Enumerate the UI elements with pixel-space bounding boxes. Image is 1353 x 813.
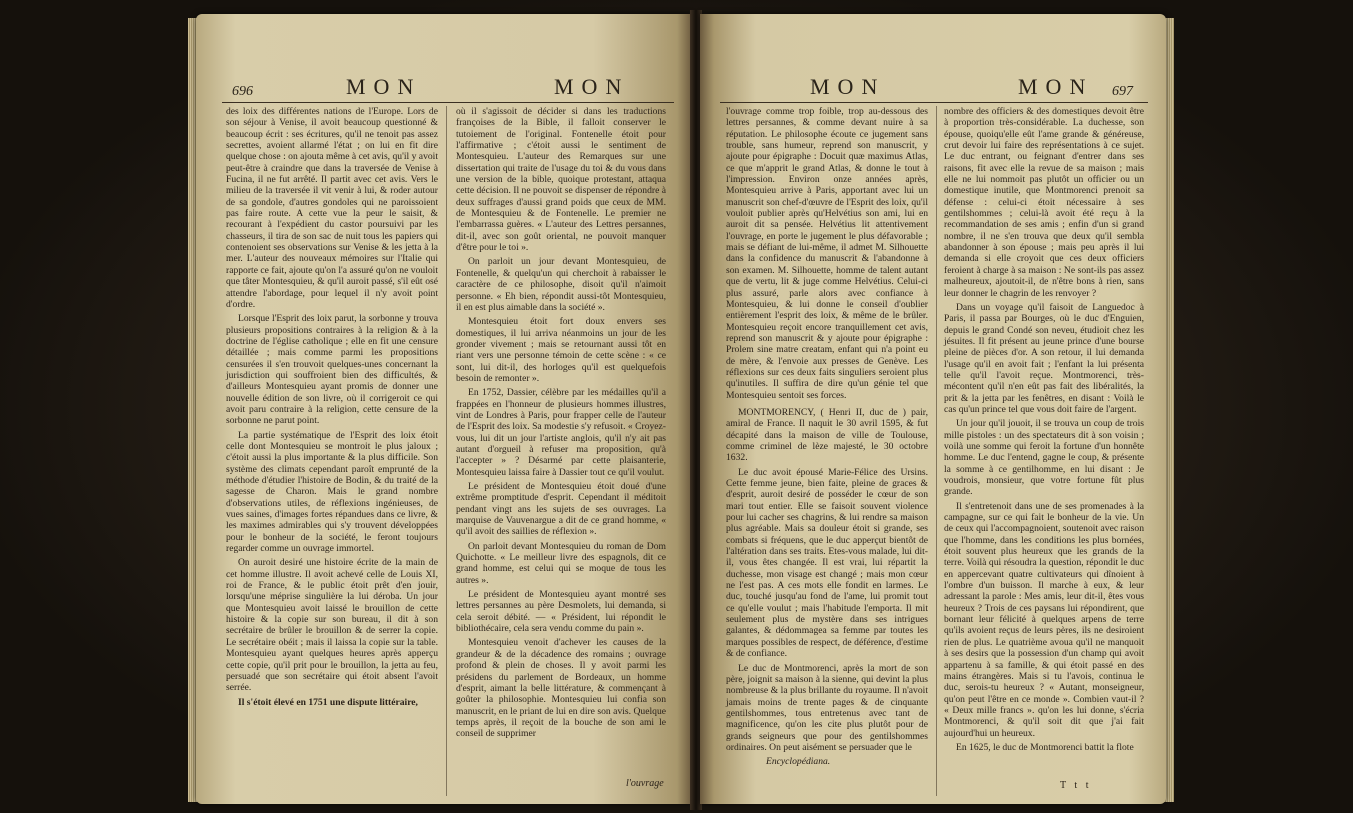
paragraph: Dans un voyage qu'il faisoit de Languedoc à Paris, il passa par Bourges, où le duc d'Enguien, depuis le grand Condé son neveu, étudioit chez les jésuites. Il fit présent au jeune prince d'une bourse pleine de pièces d'or. A son retour, il lui demanda l'usage qu'il en avoit fait ; l'enfant la lui présenta telle qu'il l'avoit reçue. Montmorenci, très-mécontent qu'il n'en eût pas fait des libéralités, la prit & la jetta par les fenêtres, en disant : Voilà le cas qu'un prince tel que vous doit faire de l'argent.: [944, 301, 1144, 415]
paragraph: En 1752, Dassier, célèbre par les médailles qu'il a frappées en l'honneur de plusieurs hommes illustres, vint de Londres à Paris, pour frapper celle de l'auteur de l'Esprit des loix. Sa modestie s'y refusoit. « Croyez-vous, lui dit un jour l'artiste anglois, qu'il n'y ait pas autant d'orgueil à refuser ma proposition, qu'à l'accepter » ? Désarmé par cette plaisanterie, Montesquieu laissa faire à Dassier tout ce qu'il voulut.: [456, 387, 666, 478]
column-divider: [936, 106, 937, 796]
paragraph: La partie systématique de l'Esprit des loix étoit celle dont Montesquieu se montroit le plus jaloux ; c'étoit aussi la plus importante & la plus difficile. Son système des climats cependant paroît emprunté de la méthode d'étudier l'histoire de Bodin, & du traité de la sagesse de Charon. Mais le grand nombre d'observations utiles, de réflexions ingénieuses, de vues saines, d'images fortes répandues dans ce livre, & les maximes admirables qui s'y trouvent développées pour le bonheur de la société, le feront toujours regarder comme un ouvrage immortel.: [226, 429, 438, 555]
right-running-head: MON: [1018, 74, 1094, 99]
paragraph: l'ouvrage comme trop foible, trop au-dessous des lettres persannes, & comme devant nuire à sa réputation. Le philosophe écoute ce jugement sans trouble, sans humeur, reprend son manuscrit, y ajoute pour épigraphe : Docuit quæ maximus Atlas, ce que m'apprit le grand Atlas, & donne le tout à l'impression. Environ onze années après, Montesquieu arrive à Paris, apportant avec lui un manuscrit son chef-d'œuvre de l'Esprit des loix, qu'il vouloit publier après qu'Helvétius son ami, lui en auroit dit sa pensée. Helvétius lit attentivement l'ouvrage, en porte le jugement le plus défavorable ; mais se défiant de lui-même, il admet M. Silhouette dans la confidence du manuscrit & l'abandonne à son examen. M. Silhouette, homme de talent autant que de vertu, lit & juge comme Helvétius. Celui-ci plus assuré, parle alors avec confiance à Montesquieu, & lui donne le conseil d'oublier entièrement l'esprit des loix, & même de le brûler. Montesquieu reçoit encore tranquillement cet avis, reprend son manuscrit & y ajoute pour épigraphe : Prolem sine matre creatam, enfant qui n'a point eu de mère, & l'envoie aux presses de Genève. Les réflexions sur ces deux faits singuliers seroient plus qu'inutiles. Il suffira de dire qu'un génie tel que Montesquieu sentoit ses forces.: [726, 106, 928, 401]
left-column-2: [456, 106, 666, 743]
paragraph: Le président de Montesquieu ayant montré ses lettres persannes au père Desmolets, lui demanda, si cela seroit débité. — « Président, lui répondit le bibliothécaire, cela sera vendu comme du pain ».: [456, 589, 666, 635]
paragraph: On parloit un jour devant Montesquieu, de Fontenelle, & quelqu'un qui cherchoit à rabaisser le caractère de ce philosophe, disoit qu'il n'aimoit personne. « Eh bien, répondit aussi-tôt Montesquieu, il en est plus aimable dans la société ».: [456, 256, 666, 313]
header-rule: [222, 102, 674, 103]
right-page: [700, 14, 1166, 804]
column-catchword: Encyclopédiana.: [766, 756, 831, 768]
left-running-head-right: MON: [554, 74, 630, 99]
left-running-head: MON: [346, 74, 422, 99]
paragraph: Le duc avoit épousé Marie-Félice des Ursins. Cette femme jeune, bien faite, pleine de graces & d'esprit, auroit desiré de posséder le cœur de son mari tout entier. Elle se faisoit souvent violence pour lui cacher ses chagrins, & lui rendre sa maison plus agréable. Mais sa douleur étoit si grande, ses combats si fréquens, que le duc apperçut bientôt de l'altération dans ses traits. Etes-vous malade, lui dit-il, vous êtes changée. Il est vrai, lui répartit la duchesse, mon visage est changé ; mais mon cœur ne l'est pas. A ces mots elle fondit en larmes. Le duc, touché jusqu'au fond de l'ame, lui promit tout ce qu'elle voulut ; mais l'habitude l'emporta. Il mit seulement plus de mystère dans ses intrigues galantes, & dédommagea sa femme par toutes les marques possibles de respect, de déférence, d'estime & de confiance.: [726, 466, 928, 660]
right-column-2: [944, 106, 1144, 756]
paragraph: En 1625, le duc de Montmorenci battit la flote: [956, 741, 1134, 753]
entry-montmorency: MONTMORENCY, ( Henri II, duc de ) pair, amiral de France. Il naquit le 30 avril 1595, & fut décapité dans la maison de ville de Toulouse, comme criminel de lèze majesté, le 30 octobre 1632.: [726, 406, 928, 464]
right-column-1: [726, 106, 928, 771]
paragraph: On parloit devant Montesquieu du roman de Dom Quichotte. « Le meilleur livre des espagnols, dit ce grand homme, est celui qui se moque de tous les autres ».: [456, 540, 666, 586]
catchword: l'ouvrage: [626, 778, 664, 789]
paragraph: Lorsque l'Esprit des loix parut, la sorbonne y trouva plusieurs propositions contraires à la religion & à la doctrine de l'église catholique ; elle en fit une censure détaillée ; mais comme parmi les propositions censurées il s'en trouvoit quelques-unes concernant la jurisdiction qui souffroient bien des difficultés, & d'ailleurs Montesquieu ayant promis de donner une nouvelle édition de son livre, où il corrigeroit ce qui avoit paru contraire à la religion, cette censure de la sorbonne ne parut point.: [226, 313, 438, 427]
paragraph: Un jour qu'il jouoit, il se trouva un coup de trois mille pistoles : un des spectateurs dit à son voisin ; voilà une somme qui feroit la fortune d'un honnête homme. Le duc l'entend, gagne le coup, & présente la somme à ce gentilhomme, en lui disant : Je voudrois, monsieur, que votre fortune fût plus grande.: [944, 418, 1144, 498]
paragraph: nombre des officiers & des domestiques devoit être à proportion très-considérable. La duchesse, son épouse, quoiqu'elle eût l'ame grande & généreuse, crut devoir lui faire des représentations à ce sujet. Le duc entrant, ou feignant d'entrer dans ses raisons, fit avec elle la revue de sa maison ; mais elle ne lui nommoit pas plutôt un officier ou un domestique inutile, que Montmorenci prenoit sa défense : celui-ci étoit nécessaire à ses gentilshommes ; celui-là avoit été reçu à la recommandation de ses amis ; enfin d'un si grand nombre, il ne s'en trouva que deux qu'il sembla abandonner à son épouse ; mais peu après il lui demanda si elle croyoit que ces deux officiers feroient à charge à sa maison : Ne sont-ils pas assez malheureux, ajoutoit-il, de n'être bons à rien, sans leur donner le chagrin de les renvoyer ?: [944, 106, 1144, 299]
column-divider: [446, 106, 447, 796]
paragraph: Il s'entretenoit dans une de ses promenades à la campagne, sur ce qui fait le bonheur de la vie. Un de ceux qui l'accompagnoient, soutenoit avec raison que l'homme, dans les conditions les plus bornées, étoit souvent plus heureux que les grands de la terre. Voilà qui résoudra la question, répondit le duc en appercevant quatre cultivateurs qui dînoient à l'ombre d'un buisson. Il marche à eux, & leur adressant la parole : Mes amis, leur dit-il, êtes vous heureux ? Trois de ces paysans lui répondirent, que bornant leur félicité à quelques arpens de terre qu'ils avoient reçus de leurs pères, ils ne desiroient rien de plus. Le quatrième avoua qu'il ne manquoit à ses desirs que la possession d'un champ qui avoit appartenu à sa famille, & qui étoit passé en des mains étrangères. Mais si tu l'avois, continua le duc, serois-tu heureux ? « Autant, monseigneur, qu'on peut l'être en ce monde ». Combien vaut-il ? « Deux mille francs ». qu'on les lui donne, s'écria Montmorenci, & qu'il soit dit que j'ai fait aujourd'hui un heureux.: [944, 500, 1144, 739]
left-column-1: [226, 106, 438, 711]
paragraph: Le président de Montesquieu étoit doué d'une extrême promptitude d'esprit. Cependant il méditoit pendant vingt ans les sujets de ses ouvrages. La marquise de Vauvenargue a dit de ce grand homme, « qu'il avoit des saillies de réflexion ».: [456, 481, 666, 538]
paragraph: Montesquieu venoit d'achever les causes de la grandeur & de la décadence des romains ; ouvrage profond & plein de choses. Il y avoit parmi les présidens du parlement de Bordeaux, un homme d'esprit, aimant la belle littérature, & commençant à goûter la philosophie. Montesquieu lui confia son manuscrit, en le priant de lui en dire son avis. Quelque temps après, il reçoit de la bouche de son ami le conseil de supprimer: [456, 637, 666, 740]
signature-mark: T t t: [1060, 780, 1092, 791]
paragraph: On auroit desiré une histoire écrite de la main de cet homme illustre. Il avoit achevé celle de Louis XI, roi de France, & le public étoit prêt d'en jouir, lorsqu'une méprise singulière la lui déroba. Un jour que Montesquieu avoit laissé le brouillon de cette histoire & la copie sur son bureau, il dit à son secrétaire de brûler le brouillon & de serrer la copie. Le secrétaire obéit ; mais il laissa la copie sur la table. Montesquieu ayant quelques heures après apperçu cette copie, qu'il prit pour le brouillon, la jetta au feu, persuadé que son secrétaire qui étoit absent l'avoit serrée.: [226, 557, 438, 694]
paragraph: Il s'étoit élevé en 1751 une dispute littéraire,: [238, 696, 418, 708]
left-page: [196, 14, 692, 804]
left-page-number: 696: [232, 84, 253, 99]
paragraph: où il s'agissoit de décider si dans les traductions françoises de la Bible, il falloit conserver le tutoiement de l'original. Fontenelle étoit pour l'affirmative ; c'étoit aussi le sentiment de Montesquieu. L'auteur des Remarques sur une dissertation qui traite de l'usage du toi & du vous dans une version de la bible, quoique protestant, attaqua cette décision. Il ne pouvoit se dispenser de répondre à deux suffrages d'aussi grand poids que ceux de MM. de Montesquieu & de Fontenelle. Le premier ne l'embarrassa guères. « L'auteur des Lettres persannes, dit-il, avec son goût oriental, ne pouvoit manquer d'être pour le toi ».: [456, 106, 666, 254]
right-running-head-left: MON: [810, 74, 886, 99]
paragraph: Montesquieu étoit fort doux envers ses domestiques, il lui arriva néanmoins un jour de les gronder vivement ; mais se retournant aussi tôt en riant vers une personne témoin de cette scène : « ce sont, lui dit-il, des horloges qu'il est quelquefois besoin de remonter ».: [456, 316, 666, 384]
right-page-number: 697: [1112, 84, 1133, 99]
paragraph: Le duc de Montmorenci, après la mort de son père, joignit sa maison à la sienne, qui devint la plus nombreuse & la plus brillante du royaume. Il n'avoit jamais moins de trente pages & de cinquante gentilshommes, tous entretenus avec tant de magnificence, qu'on les cite plus plutôt pour de grands seigneurs que pour des gentilshommes ordinaires. On peut aisément se persuader que le: [726, 662, 928, 753]
header-rule: [720, 102, 1148, 103]
paragraph: des loix des différentes nations de l'Europe. Lors de son séjour à Venise, il avoit beaucoup questionné & beaucoup écrit : ses écritures, qu'il ne tenoit pas assez secrettes, avoient allarmé l'état ; on lui en fit dire quelque chose : on ajouta même à cet avis, qu'il y avoit peut-être à craindre que dans la traversée de Venise à Fucina, il ne fut arrêté. Il partit avec cet avis. Vers le milieu de la traversée il vit venir à lui, & roder autour de sa gondole, d'autres gondoles qui ne paroissoient pas faire route. A cette vue la peur le saisit, & recourant à l'expédient du castor poursuivi par les chasseurs, il tira de son sac de nuit tous les papiers qui contenoient ses observations sur Venise & les jetta à la mer. L'auteur des nouveaux mémoires sur l'Italie qui rapporte ce fait, ajoute qu'on l'a assuré qu'on ne vouloit que tâter Montesquieu, & qu'il auroit passé, s'il eût osé attendre l'abordage, pour lequel il n'y avoit point d'ordre.: [226, 106, 438, 310]
